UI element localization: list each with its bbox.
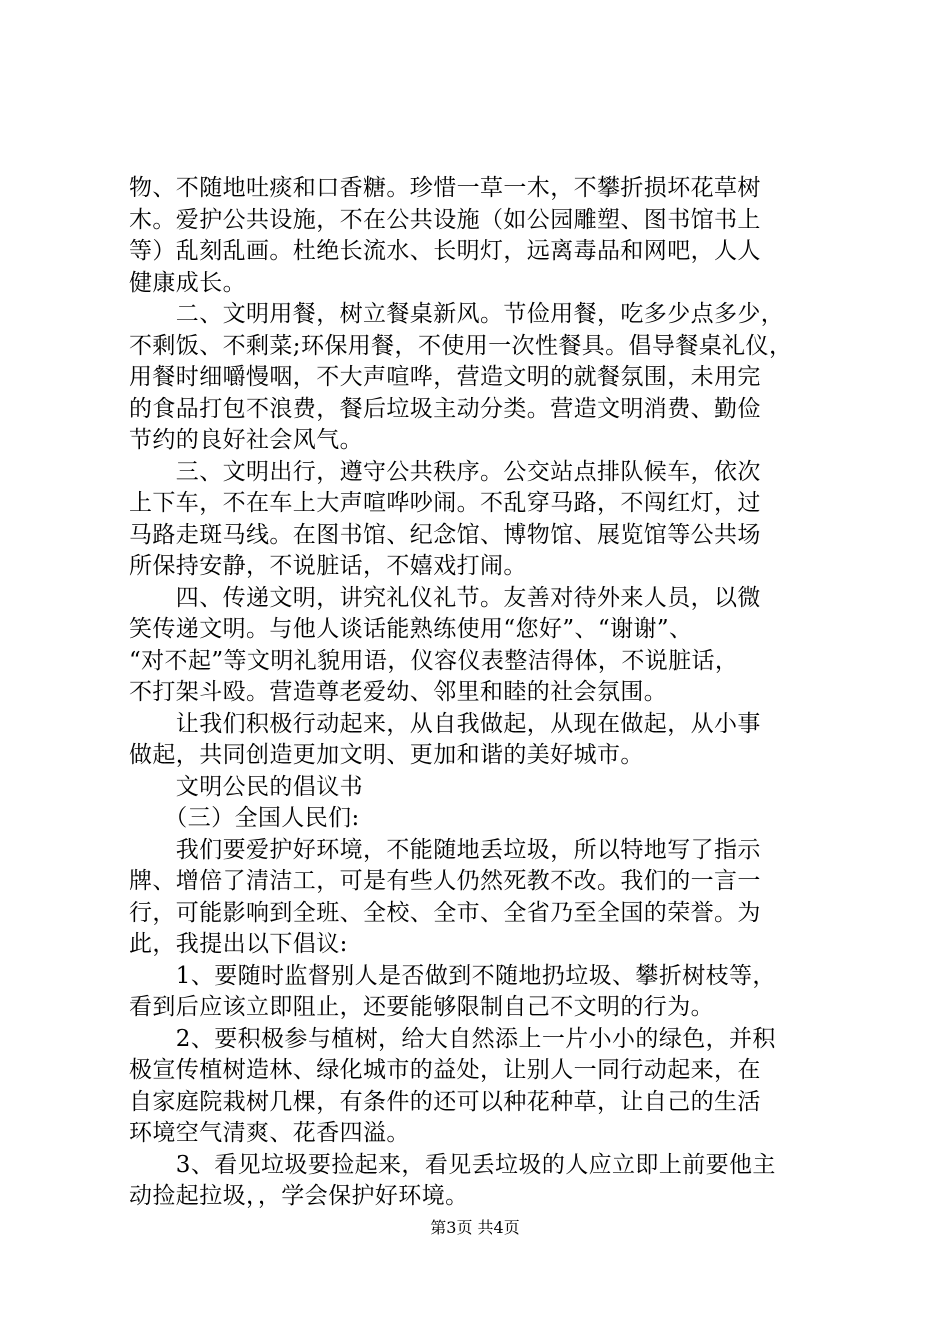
text-line: （三）全国人民们: <box>129 805 360 831</box>
text-line: 笑传递文明。与他人谈话能熟练使用“您好”、“谢谢”、 <box>129 616 693 642</box>
text-line: 四、传递文明，讲究礼仪礼节。友善对待外来人员，以微 <box>129 584 761 611</box>
text-line: 所保持安静，不说脏话，不嬉戏打闹。 <box>129 553 527 579</box>
text-line: 不打架斗殴。营造尊老爱幼、邻里和睦的社会氛围。 <box>129 679 668 705</box>
text-line: 看到后应该立即阻止，还要能够限制自己不文明的行为。 <box>129 994 714 1020</box>
text-line: 环境空气清爽、花香四溢。 <box>129 1120 410 1146</box>
text-line: 不剩饭、不剩菜;环保用餐，不使用一次性餐具。倡导餐桌礼仪， <box>129 332 793 359</box>
text-line: 木。爱护公共设施，不在公共设施（如公园雕塑、图书馆书上 <box>129 206 761 233</box>
text-line: 物、不随地吐痰和口香糖。珍惜一草一木，不攀折损坏花草树 <box>129 175 761 201</box>
text-line: 行，可能影响到全班、全校、全市、全省乃至全国的荣誉。为 <box>129 899 761 926</box>
document-body <box>129 173 849 1213</box>
text-line: 牌、增倍了清洁工，可是有些人仍然死教不改。我们的一言一 <box>129 868 761 894</box>
text-line: 3、看见垃圾要捡起来，看见丢垃圾的人应立即上前要他主 <box>129 1151 776 1178</box>
text-line: 三、文明出行，遵守公共秩序。公交站点排队候车，依次 <box>129 458 761 485</box>
text-line: “对不起”等文明礼貌用语，仪容仪表整洁得体，不说脏话， <box>129 647 739 674</box>
text-line: 文明公民的倡议书 <box>129 773 363 800</box>
text-line: 做起，共同创造更加文明、更加和谐的美好城市。 <box>129 742 644 768</box>
text-line: 健康成长。 <box>129 269 246 296</box>
text-line: 让我们积极行动起来，从自我做起，从现在做起，从小事 <box>129 710 761 737</box>
text-line: 上下车，不在车上大声喧哗吵闹。不乱穿马路，不闯红灯，过 <box>129 490 761 516</box>
page-footer: 第3页 共4页 <box>430 1218 520 1237</box>
text-line: 动捡起拉圾，，学会保护好环境。 <box>129 1183 469 1209</box>
text-line: 2、要积极参与植树，给大自然添上一片小小的绿色，并积 <box>129 1025 776 1052</box>
text-line: 二、文明用餐，树立餐桌新风。节俭用餐，吃多少点多少， <box>129 301 785 327</box>
text-line: 此，我提出以下倡议: <box>129 931 348 957</box>
text-line: 的食品打包不浪费，餐后垃圾主动分类。营造文明消费、勤俭 <box>129 395 761 422</box>
text-line: 极宣传植树造林、绿化城市的益处，让别人一同行动起来，在 <box>129 1057 761 1083</box>
text-line: 等）乱刻乱画。杜绝长流水、长明灯，远离毒品和网吧，人人 <box>129 238 761 264</box>
text-line: 1、要随时监督别人是否做到不随地扔垃圾、攀折树枝等， <box>129 962 776 989</box>
text-line: 我们要爱护好环境，不能随地丢垃圾，所以特地写了指示 <box>129 836 761 863</box>
text-line: 节约的良好社会风气。 <box>129 427 363 453</box>
text-line: 马路走斑马线。在图书馆、纪念馆、博物馆、展览馆等公共场 <box>129 521 761 548</box>
text-line: 自家庭院栽树几棵，有条件的还可以种花种草，让自己的生活 <box>129 1088 761 1115</box>
text-line: 用餐时细嚼慢咽，不大声喧哗，营造文明的就餐氛围，未用完 <box>129 364 761 390</box>
